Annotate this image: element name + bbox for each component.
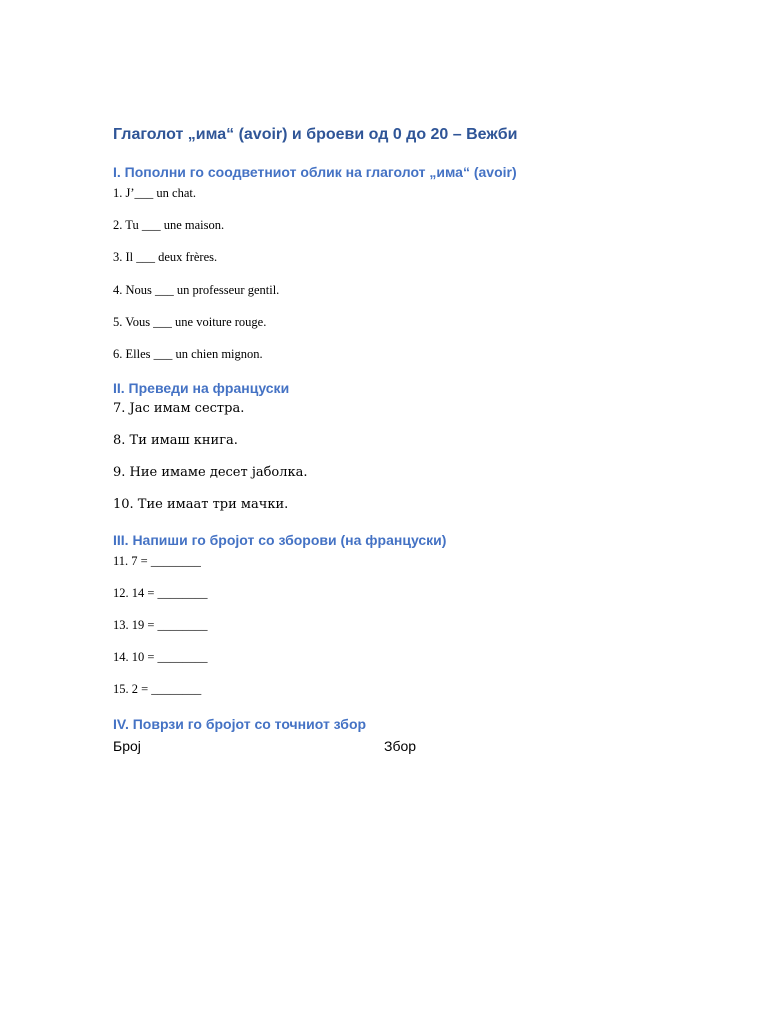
section-3-heading: III. Напиши го бројот со зборови (на француски): [113, 532, 447, 548]
document-title: Глаголот „има“ (avoir) и броеви од 0 до 20 – Вежби: [113, 126, 518, 143]
exercise-item-13: 13. 19 = ________: [113, 618, 208, 632]
exercise-item-9: 9. Ние имаме десет јаболка.: [113, 465, 308, 480]
section-2-heading: II. Преведи на француски: [113, 380, 290, 396]
section-1-heading: I. Пополни го соодветниот облик на глаголот „има“ (avoir): [113, 164, 517, 180]
exercise-item-4: 4. Nous ___ un professeur gentil.: [113, 283, 280, 297]
exercise-item-3: 3. Il ___ deux frères.: [113, 250, 218, 264]
exercise-item-14: 14. 10 = ________: [113, 650, 208, 664]
exercise-item-8: 8. Ти имаш книга.: [113, 433, 238, 448]
exercise-item-7: 7. Јас имам сестра.: [113, 401, 245, 416]
exercise-item-11: 11. 7 = ________: [113, 554, 201, 568]
exercise-item-1: 1. J’___ un chat.: [113, 186, 196, 200]
exercise-item-5: 5. Vous ___ une voiture rouge.: [113, 315, 267, 329]
exercise-item-15: 15. 2 = ________: [113, 682, 202, 696]
section-4-heading: IV. Поврзи го бројот со точниот збор: [113, 716, 367, 732]
exercise-item-10: 10. Тие имаат три мачки.: [113, 497, 289, 512]
exercise-item-12: 12. 14 = ________: [113, 586, 208, 600]
column-header-word: Збор: [384, 738, 417, 754]
exercise-item-6: 6. Elles ___ un chien mignon.: [113, 347, 263, 361]
column-header-number: Број: [113, 738, 141, 754]
exercise-item-2: 2. Tu ___ une maison.: [113, 218, 225, 232]
